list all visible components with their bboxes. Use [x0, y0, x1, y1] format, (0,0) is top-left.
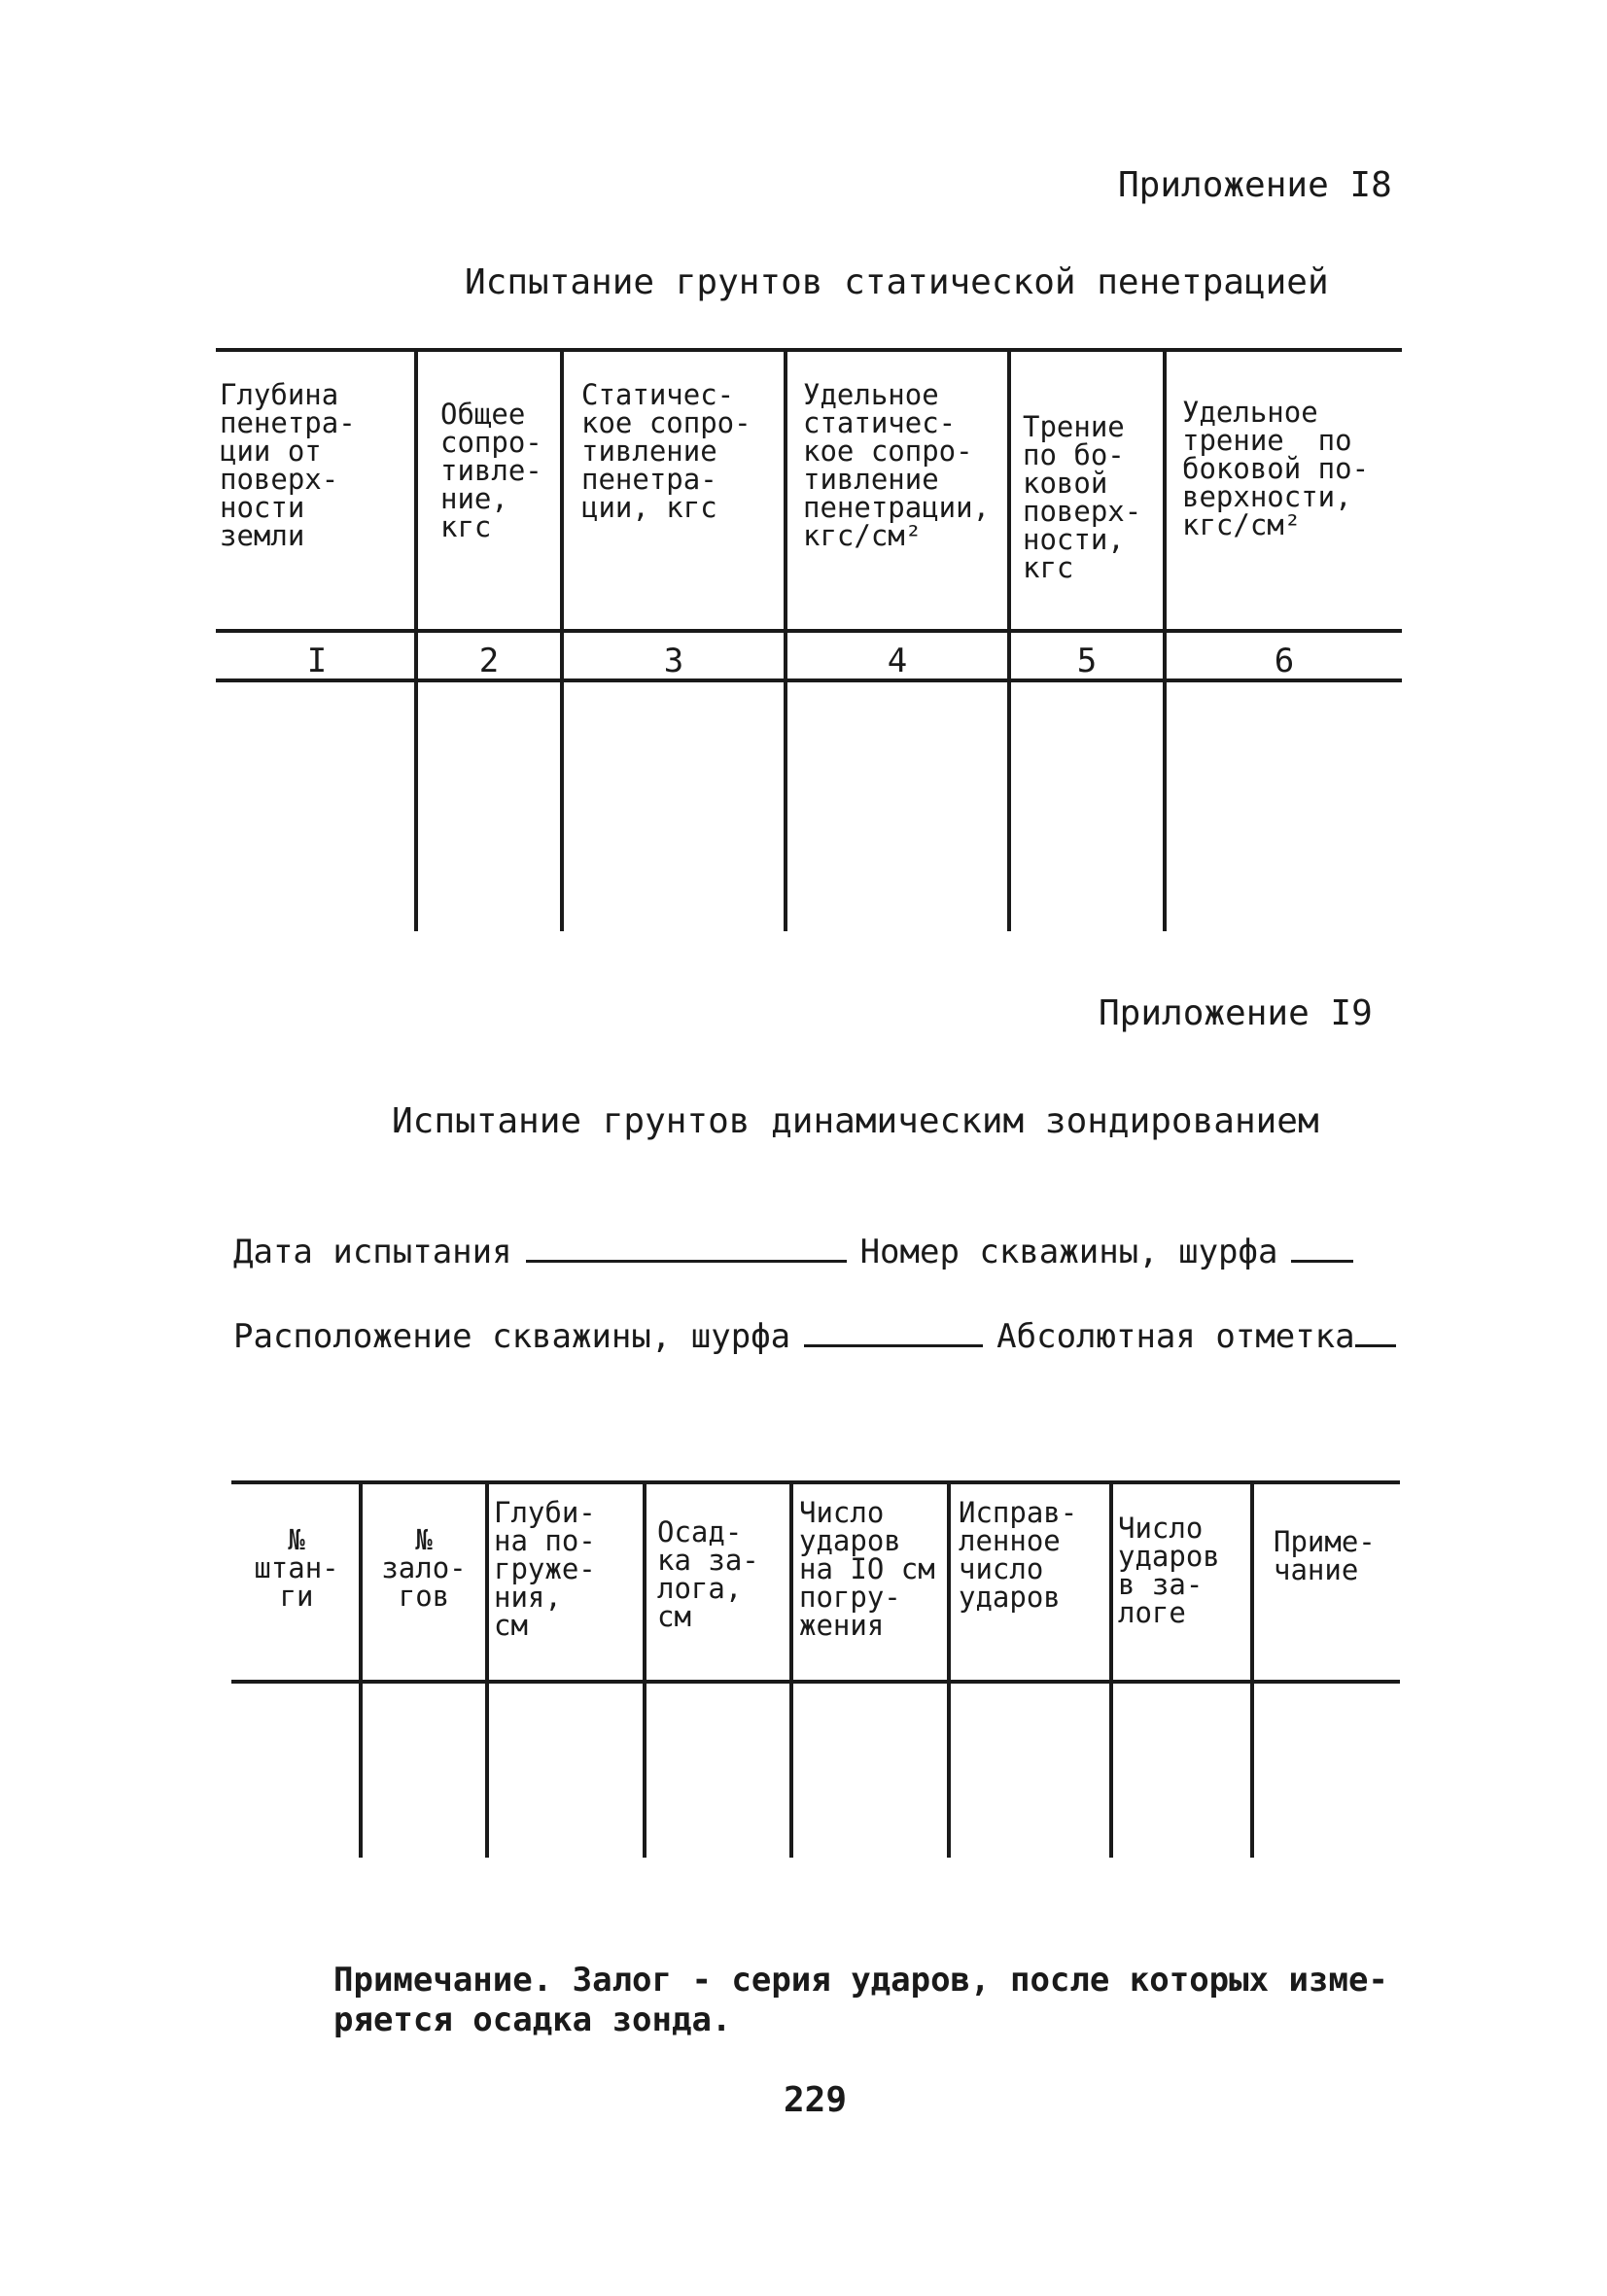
column-header-remark: Приме- чание	[1274, 1525, 1376, 1586]
column-header-blows-in-series: Число ударов в за- логе	[1118, 1512, 1220, 1629]
location-label: Расположение скважины, шурфа	[233, 1317, 791, 1356]
column-divider	[789, 1480, 793, 1858]
column-header-specific-resistance: Удельное статичес- кое сопро- тивление пенетрации, кгс/см²	[803, 378, 991, 552]
column-header-rod-number: № штан- ги	[254, 1523, 339, 1613]
column-number: 5	[1076, 642, 1098, 680]
column-header-side-friction: Трение по бо- ковой поверх- ности, кгс	[1023, 410, 1142, 584]
column-divider	[643, 1480, 646, 1858]
column-divider	[947, 1480, 951, 1858]
table-top-rule	[231, 1480, 1400, 1484]
column-divider	[560, 348, 564, 931]
footnote: Примечание. Залог - серия ударов, после которых изме- ряется осадка зонда.	[333, 1961, 1388, 2039]
column-divider	[485, 1480, 489, 1858]
column-divider	[1163, 348, 1167, 931]
appendix-19-title: Испытание грунтов динамическим зондированием	[392, 1101, 1319, 1141]
column-header-depth: Глуби- на по- груже- ния, см	[494, 1496, 596, 1642]
well-number-label: Номер скважины, шурфа	[859, 1233, 1278, 1271]
column-divider	[359, 1480, 363, 1858]
appendix-19-label: Приложение I9	[1099, 993, 1373, 1033]
column-number: 2	[478, 642, 500, 680]
column-header-depth: Глубина пенетра- ции от поверх- ности земли	[220, 378, 356, 552]
column-header-corrected-blows: Исправ- ленное число ударов	[959, 1496, 1078, 1614]
well-location-row	[233, 1317, 1410, 1356]
column-number: I	[306, 642, 328, 680]
table-header-rule	[216, 629, 1402, 633]
column-header-total-resistance: Общее сопро- тивле- ние, кгс	[440, 398, 542, 543]
elevation-blank-line[interactable]	[1355, 1340, 1396, 1347]
column-divider	[1007, 348, 1011, 931]
column-number: 3	[663, 642, 684, 680]
appendix-18-title: Испытание грунтов статической пенетрацией	[465, 262, 1329, 302]
well-number-blank-line[interactable]	[1291, 1256, 1353, 1263]
column-number: 4	[887, 642, 908, 680]
column-divider	[1250, 1480, 1254, 1858]
column-header-specific-friction: Удельное трение по боковой по- верхности, кгс/см²	[1182, 396, 1370, 541]
column-number: 6	[1274, 642, 1295, 680]
table-header-rule	[231, 1680, 1400, 1684]
appendix-18-label: Приложение I8	[1118, 165, 1392, 205]
page-number: 229	[784, 2080, 848, 2120]
location-blank-line[interactable]	[804, 1340, 983, 1347]
column-divider	[784, 348, 787, 931]
column-divider	[1109, 1480, 1113, 1858]
table-top-rule	[216, 348, 1402, 352]
date-label: Дата испытания	[233, 1233, 512, 1271]
date-blank-line[interactable]	[526, 1256, 847, 1263]
elevation-label: Абсолютная отметка	[996, 1317, 1355, 1356]
test-date-row	[233, 1233, 1367, 1271]
column-divider	[414, 348, 418, 931]
column-header-blows-per-10cm: Число ударов на IO см погру- жения	[799, 1496, 935, 1642]
column-header-series-settlement: Осад- ка за- лога, см	[657, 1515, 759, 1633]
column-header-static-resistance: Статичес- кое сопро- тивление пенетра- ции, кгс	[581, 378, 751, 524]
column-header-series-number: № зало- гов	[381, 1523, 467, 1613]
